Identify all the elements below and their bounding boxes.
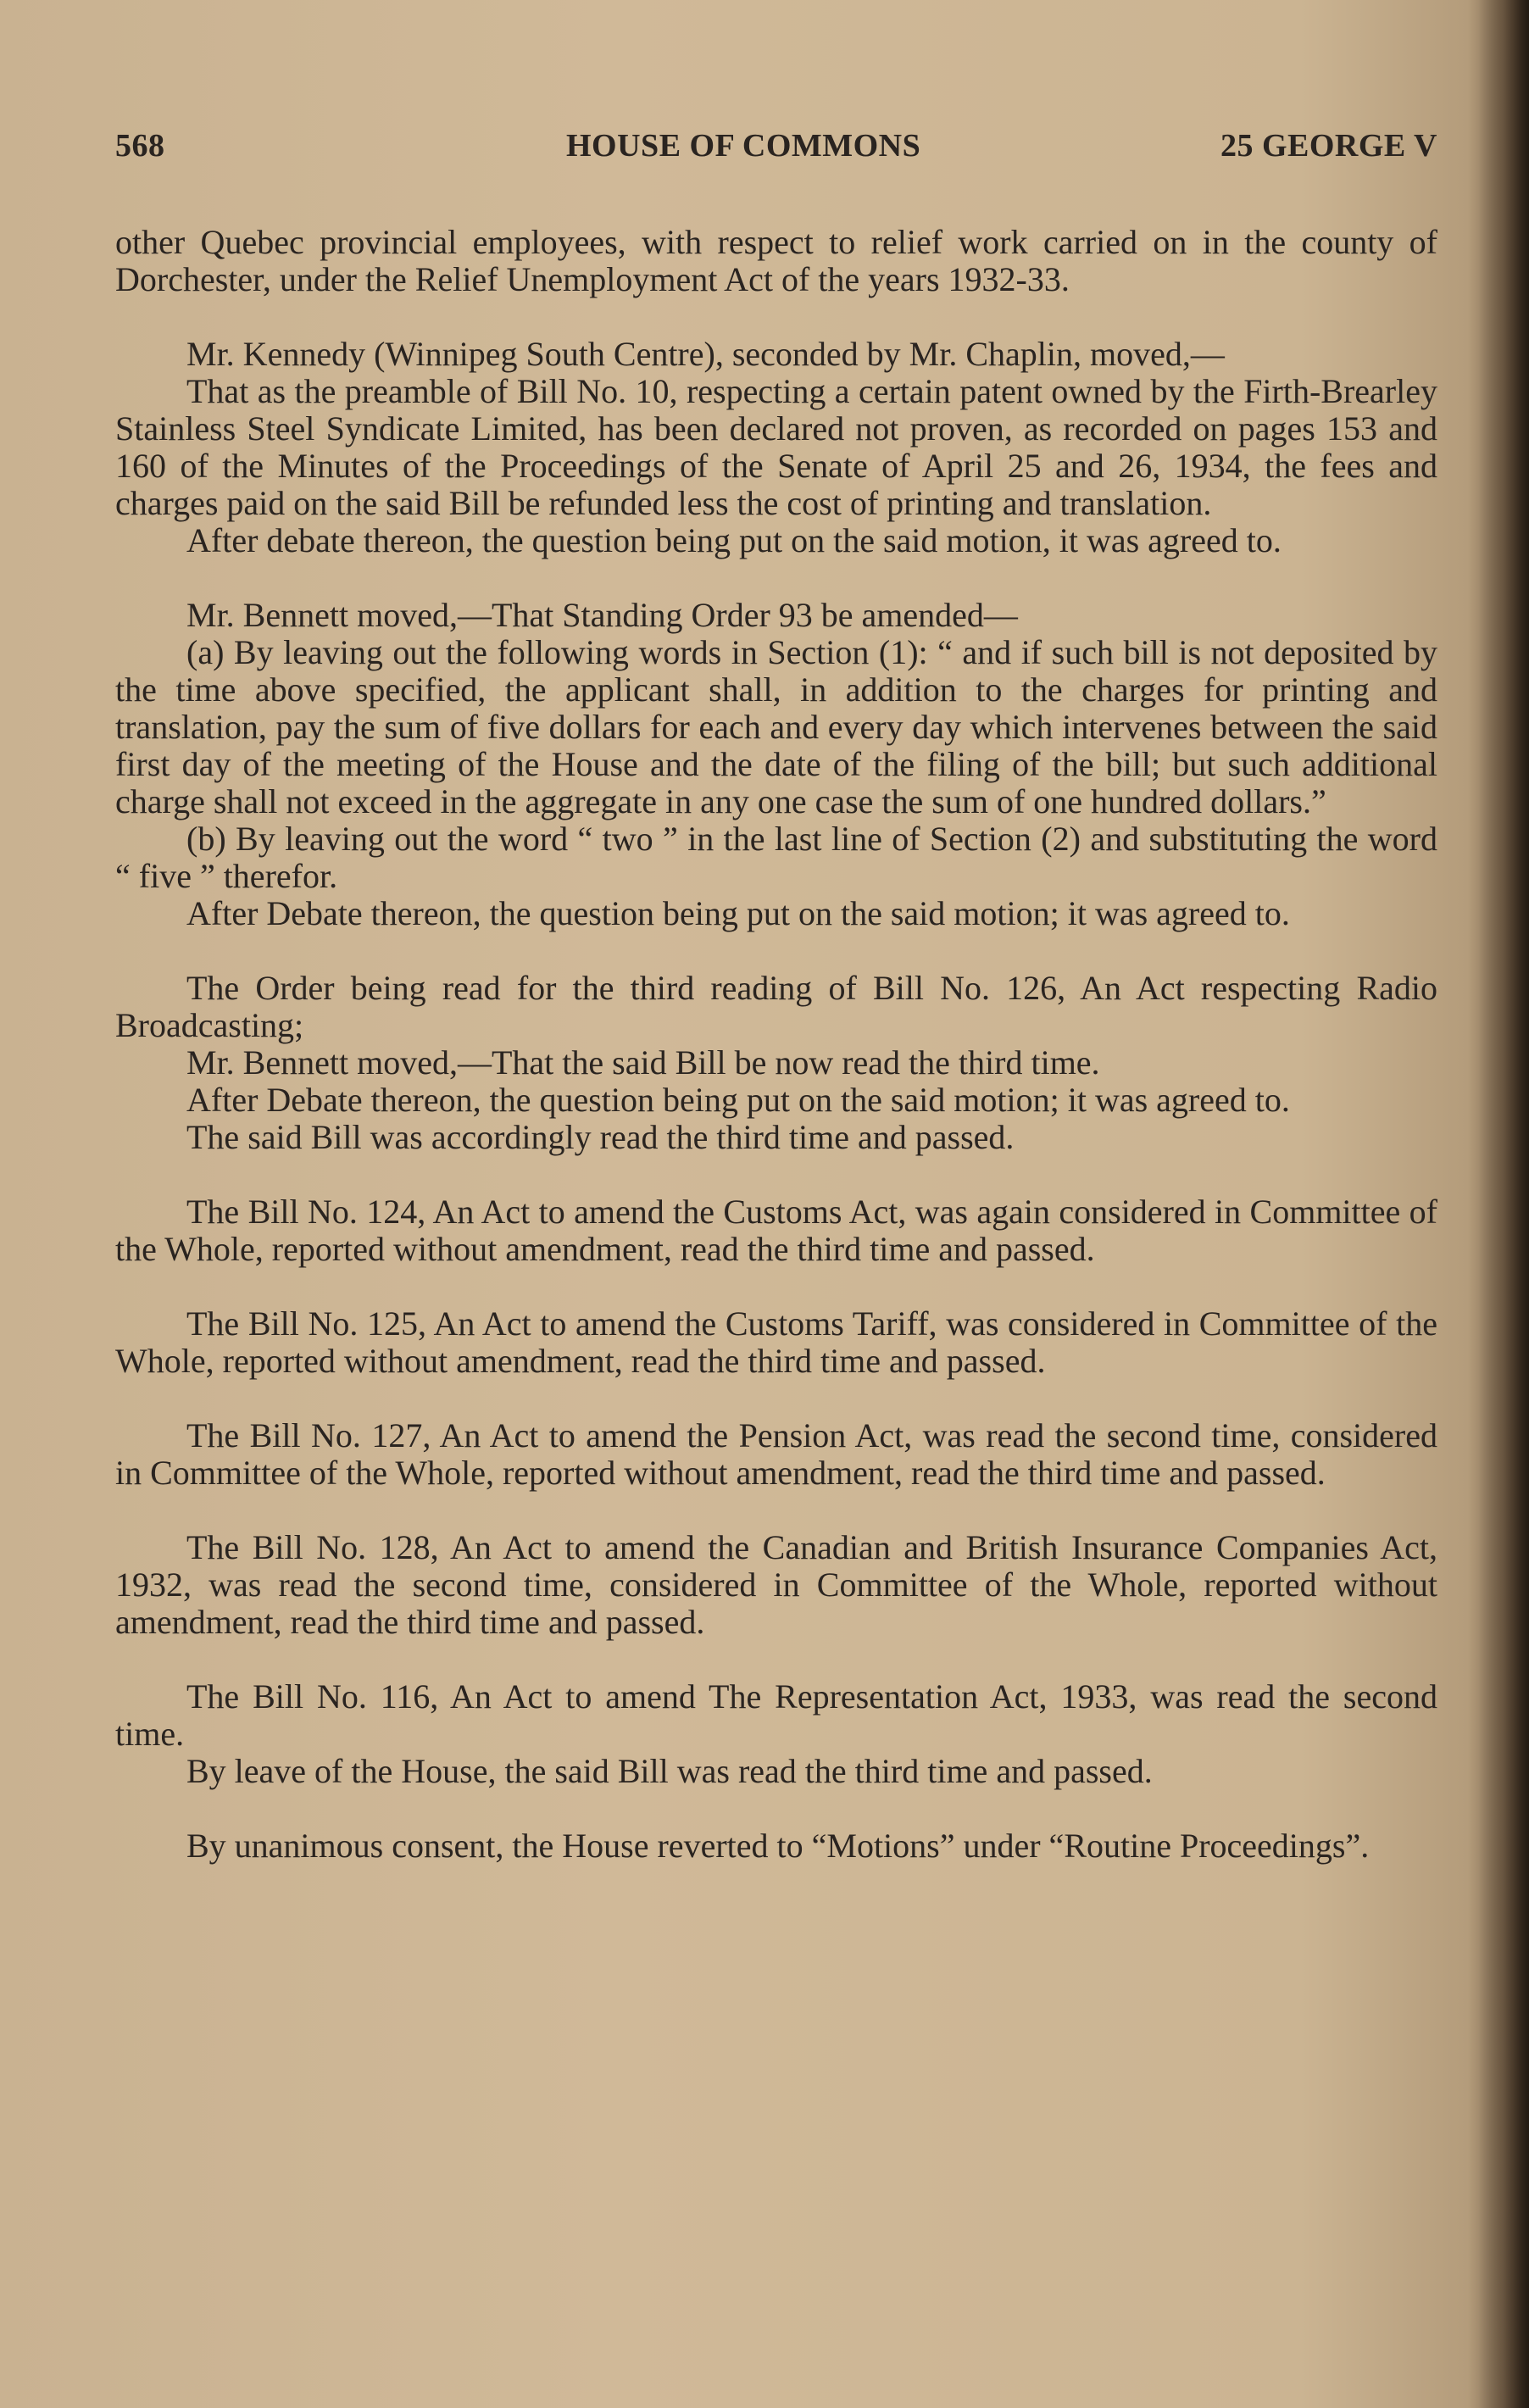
running-title: HOUSE OF COMMONS (566, 128, 921, 164)
paragraph: The Order being read for the third reading of Bill No. 126, An Act respecting Radio Broadcasting; (115, 969, 1437, 1044)
regnal-year: 25 GEORGE V (1220, 128, 1437, 164)
paragraph: After debate thereon, the question being put on the said motion, it was agreed to. (186, 521, 1282, 559)
paragraph: other Quebec provincial employees, with respect to relief work carried on in the county of Dorchester, under the Relief Unemployment Act of the years 1932-33. (115, 223, 1437, 298)
page-number: 568 (115, 128, 165, 164)
paragraph: By leave of the House, the said Bill was read the third time and passed. (186, 1752, 1153, 1790)
running-header (115, 127, 1437, 175)
paragraph: Mr. Bennett moved,—That the said Bill be now read the third time. (186, 1043, 1100, 1082)
paragraph: Mr. Bennett moved,—That Standing Order 93 be amended— (186, 596, 1018, 634)
paragraph: After Debate thereon, the question being put on the said motion; it was agreed to. (186, 894, 1290, 932)
paragraph: The Bill No. 125, An Act to amend the Customs Tariff, was considered in Committee of the Whole, reported without amendment, read the third time and passed. (115, 1304, 1437, 1380)
paragraph: (b) By leaving out the word “ two ” in the last line of Section (2) and substituting the word “ five ” therefor. (115, 820, 1437, 895)
paragraph: The said Bill was accordingly read the third time and passed. (186, 1118, 1015, 1156)
paragraph: That as the preamble of Bill No. 10, respecting a certain patent owned by the Firth-Brearley Stainless Steel Syndicate Limited, has been declared not proven, as recorded on pages 153 and 160 of the Minutes of the Proceedings of the Senate of April 25 and 26, 1934, the fees and charges paid on the said Bill be refunded less the cost of printing and translation. (115, 372, 1437, 522)
paragraph: (a) By leaving out the following words in Section (1): “ and if such bill is not deposited by the time above specified, the applicant shall, in addition to the charges for printing and translation, pay the sum of five dollars for each and every day which intervenes between the said first day of the meeting of the House and the date of the filing of the bill; but such additional charge shall not exceed in the aggregate in any one case the sum of one hundred dollars.” (115, 633, 1437, 820)
paragraph: After Debate thereon, the question being put on the said motion; it was agreed to. (186, 1081, 1290, 1119)
page-edge-shadow (1478, 0, 1529, 2408)
paragraph: The Bill No. 116, An Act to amend The Representation Act, 1933, was read the second time. (115, 1677, 1437, 1753)
paragraph: The Bill No. 128, An Act to amend the Canadian and British Insurance Companies Act, 1932, was read the second time, considered in Committee of the Whole, reported without amendment, read the third time and passed. (115, 1528, 1437, 1641)
document-body (115, 224, 1437, 1865)
paragraph: By unanimous consent, the House reverted to “Motions” under “Routine Proceedings”. (186, 1827, 1370, 1865)
paragraph: Mr. Kennedy (Winnipeg South Centre), seconded by Mr. Chaplin, moved,— (186, 335, 1225, 373)
paragraph: The Bill No. 127, An Act to amend the Pension Act, was read the second time, considered in Committee of the Whole, reported without amendment, read the third time and passed. (115, 1416, 1437, 1492)
document-page (115, 127, 1437, 1865)
paragraph: The Bill No. 124, An Act to amend the Customs Act, was again considered in Committee of the Whole, reported without amendment, read the third time and passed. (115, 1193, 1437, 1268)
